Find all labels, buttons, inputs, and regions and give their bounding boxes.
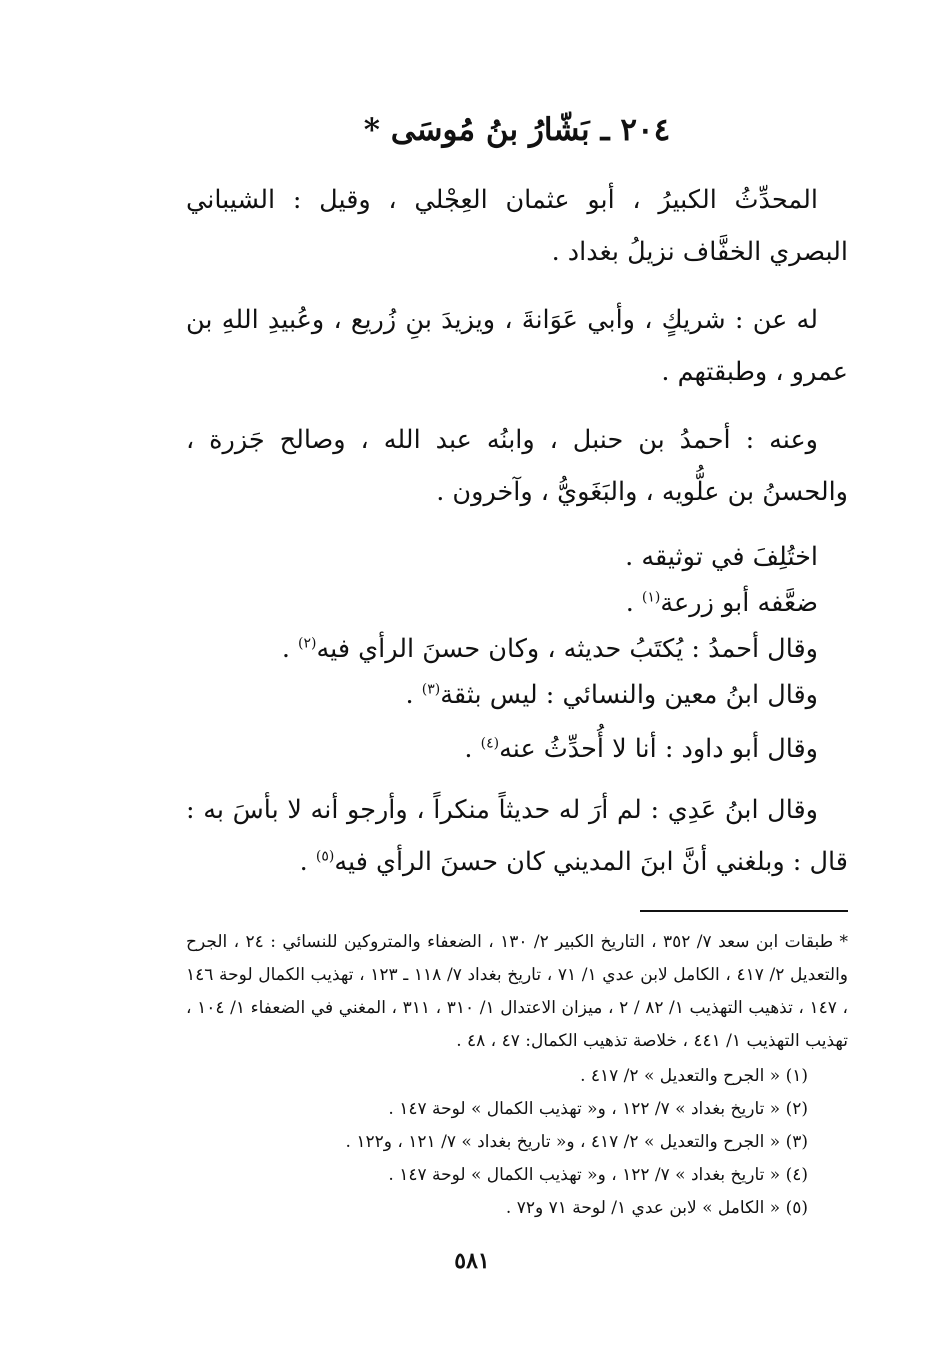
- sources-footnote: * طبقات ابن سعد ٧/ ٣٥٢ ، التاريخ الكبير ٢/ ١٣٠ ، الضعفاء والمتروكين للنسائي : ٢٤ ، الجرح والتعديل ٢/ ٤١٧ ، الكامل لابن عدي ١/ ٧١ ، تاريخ بغداد ٧/ ١١٨ ـ ١٢٣ ، تهذيب الكمال لوحة ١٤٦ ، ١٤٧ ، تذهيب التهذيب ١/ ٨٢ / ٢ ، ميزان الاعتدال ١/ ٣١٠ ، ٣١١ ، المغني في الضعفاء ١/ ١٠٤ ، تهذيب التهذيب ١/ ٤٤١ ، خلاصة تذهيب الكمال: ٤٧ ، ٤٨ .: [186, 932, 849, 1051]
- footnote-ref: (٢): [298, 635, 317, 652]
- opinion-line-3: وقال أحمدُ : يُكتَبُ حديثه ، وكان حسنَ الرأي فيه$^{(٢)}$ .: [281, 634, 818, 664]
- footnote-item: (١) « الجرح والتعديل » ٢/ ٤١٧ .: [580, 1066, 808, 1086]
- footnote-list: [186, 1060, 848, 1225]
- students-paragraph: وعنه : أحمدُ بن حنبل ، وابنُه عبد الله ، وصالح جَزرة ، والحسنُ بن علُّويه ، والبَغَويُّ ، وآخرون .: [186, 425, 848, 507]
- opinion-line-1: اختُلِفَ في توثيقه .: [625, 542, 818, 572]
- footnote-ref: (٥): [315, 848, 335, 865]
- page-number: ٥٨١: [454, 1248, 490, 1274]
- footnote-divider: [640, 910, 848, 912]
- footnote-ref: (٣): [421, 681, 441, 698]
- bio-paragraph: المحدِّثُ الكبيرُ ، أبو عثمان العِجْلي ، وقيل : الشيباني البصري الخفَّاف نزيلُ بغداد .: [186, 185, 848, 267]
- footnote-item: (٤) « تاريخ بغداد » ٧/ ١٢٢ ، و« تهذيب الكمال » لوحة ١٤٧ .: [388, 1165, 808, 1185]
- footnote-ref: (١): [641, 589, 661, 606]
- ibn-adi-paragraph: وقال ابنُ عَدِي : لم أرَ له حديثاً منكراً ، وأرجو أنه لا بأسَ به : قال : وبلغني أنَّ ابنَ المديني كان حسنَ الرأي فيه$^{(٥)}$ .: [186, 795, 848, 877]
- entry-title: ٢٠٤ ـ بَشّارُ بنُ مُوسَى *: [363, 112, 671, 148]
- opinion-line-4: وقال ابنُ معين والنسائي : ليس بثقة$^{(٣)}$ .: [405, 680, 818, 710]
- opinion-line-2: ضعَّفه أبو زرعة$^{(١)}$ .: [625, 588, 818, 618]
- footnote-item: (٣) « الجرح والتعديل » ٢/ ٤١٧ ، و« تاريخ بغداد » ٧/ ١٢١ ، و١٢٢ .: [345, 1132, 808, 1152]
- footnote-item: (٥) « الكامل » لابن عدي ١/ لوحة ٧١ و٧٢ .: [505, 1198, 808, 1218]
- opinion-line-5: وقال أبو داود : أنا لا أُحدِّثُ عنه$^{(٤)}$ .: [464, 734, 818, 764]
- footnote-item: (٢) « تاريخ بغداد » ٧/ ١٢٢ ، و« تهذيب الكمال » لوحة ١٤٧ .: [388, 1099, 808, 1119]
- footnote-ref: (٤): [480, 735, 500, 752]
- teachers-paragraph: له عن : شريكٍ ، وأبي عَوَانةَ ، ويزيدَ بنِ زُريع ، وعُبيدِ اللهِ بن عمرو ، وطبقتهم .: [186, 305, 848, 387]
